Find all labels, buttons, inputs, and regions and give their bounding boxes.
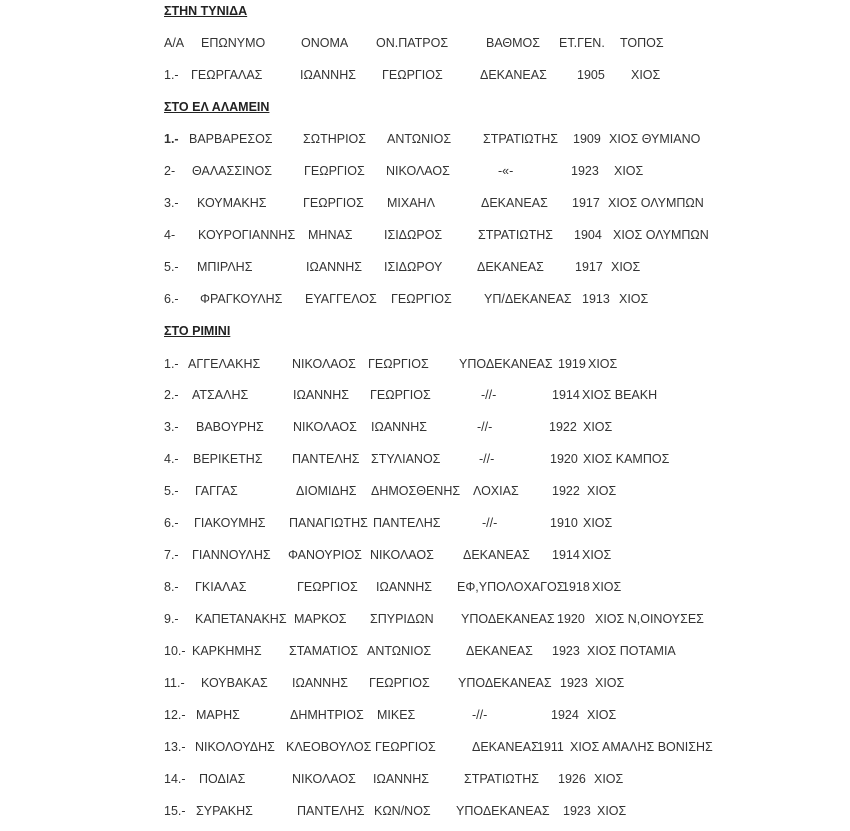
row-place: ΧΙΟΣ [594, 772, 624, 786]
row-name: ΙΩΑΝΝΗΣ [300, 68, 356, 82]
row-number: 8.- [164, 580, 179, 594]
row-number: 9.- [164, 612, 179, 626]
row-name: ΙΩΑΝΝΗΣ [306, 260, 362, 274]
row-name: ΔΙΟΜΙΔΗΣ [296, 484, 357, 498]
row-surname: ΓΕΩΡΓΑΛΑΣ [191, 68, 263, 82]
section-heading: ΣΤΟ ΡΙΜΙΝΙ [164, 324, 231, 338]
row-birth-year: 1905 [577, 68, 605, 82]
row-name: ΝΙΚΟΛΑΟΣ [292, 772, 356, 786]
row-rank: ΔΕΚΑΝΕΑΣ [477, 260, 544, 274]
row-name: ΔΗΜΗΤΡΙΟΣ [290, 708, 364, 722]
row-father-name: ΚΩΝ/ΝΟΣ [374, 804, 431, 818]
row-number: 6.- [164, 292, 179, 306]
row-place: ΧΙΟΣ [583, 516, 613, 530]
row-name: ΝΙΚΟΛΑΟΣ [292, 357, 356, 371]
row-name: ΠΑΝΑΓΙΩΤΗΣ [289, 516, 368, 530]
row-surname: ΒΑΒΟΥΡΗΣ [196, 420, 264, 434]
section-heading-tunisia [0, 2, 850, 20]
row-rank: -//- [481, 388, 497, 402]
row-father-name: ΜΙΧΑΗΛ [387, 196, 435, 210]
section-heading-rimini [0, 322, 850, 340]
row-rank: -//- [472, 708, 488, 722]
row-rank: ΥΠ/ΔΕΚΑΝΕΑΣ [484, 292, 572, 306]
header-aa: Α/Α [164, 36, 185, 50]
row-place: ΧΙΟΣ ΠΟΤΑΜΙΑ [587, 644, 676, 658]
row-place: ΧΙΟΣ ΑΜΑΛΗΣ ΒΟΝΙΣΗΣ [570, 740, 713, 754]
table-row [0, 130, 850, 148]
column-header-row [0, 34, 850, 52]
row-rank: ΥΠΟΔΕΚΑΝΕΑΣ [458, 676, 552, 690]
table-row [0, 162, 850, 180]
row-rank: ΔΕΚΑΝΕΑΣ [481, 196, 548, 210]
row-father-name: ΓΕΩΡΓΙΟΣ [375, 740, 436, 754]
table-row [0, 450, 850, 468]
row-place: ΧΙΟΣ [619, 292, 649, 306]
table-row [0, 578, 850, 596]
row-birth-year: 1917 [572, 196, 600, 210]
row-rank: ΣΤΡΑΤΙΩΤΗΣ [483, 132, 559, 146]
row-place: ΧΙΟΣ ΒΕΑΚΗ [582, 388, 658, 402]
row-father-name: ΠΑΝΤΕΛΗΣ [373, 516, 441, 530]
row-name: ΠΑΝΤΕΛΗΣ [297, 804, 365, 818]
row-surname: ΑΤΣΑΛΗΣ [192, 388, 249, 402]
row-number: 12.- [164, 708, 186, 722]
row-surname: ΚΑΠΕΤΑΝΑΚΗΣ [195, 612, 287, 626]
row-place: ΧΙΟΣ [583, 420, 613, 434]
row-name: ΓΕΩΡΓΙΟΣ [303, 196, 364, 210]
row-surname: ΝΙΚΟΛΟΥΔΗΣ [195, 740, 275, 754]
row-father-name: ΜΙΚΕΣ [377, 708, 416, 722]
header-surname: ΕΠΩΝΥΜΟ [201, 36, 266, 50]
row-surname: ΘΑΛΑΣΣΙΝΟΣ [192, 164, 272, 178]
section-heading-el-alamein [0, 98, 850, 116]
row-surname: ΚΟΥΡΟΓΙΑΝΝΗΣ [198, 228, 296, 242]
row-number: 5.- [164, 484, 179, 498]
row-birth-year: 1922 [549, 420, 577, 434]
row-number: 7.- [164, 548, 179, 562]
row-surname: ΒΑΡΒΑΡΕΣΟΣ [189, 132, 273, 146]
row-name: ΦΑΝΟΥΡΙΟΣ [288, 548, 362, 562]
row-birth-year: 1914 [552, 388, 580, 402]
row-rank: ΥΠΟΔΕΚΑΝΕΑΣ [461, 612, 555, 626]
row-number: 5.- [164, 260, 179, 274]
row-number: 4- [164, 228, 176, 242]
row-surname: ΣΥΡΑΚΗΣ [196, 804, 253, 818]
section-heading: ΣΤΟ ΕΛ ΑΛΑΜΕΙΝ [164, 100, 270, 114]
row-place: ΧΙΟΣ [614, 164, 644, 178]
table-row [0, 802, 850, 820]
row-rank: ΔΕΚΑΝΕΑΣ [463, 548, 530, 562]
row-name: ΙΩΑΝΝΗΣ [293, 388, 349, 402]
row-name: ΠΑΝΤΕΛΗΣ [292, 452, 360, 466]
row-father-name: ΣΠΥΡΙΔΩΝ [370, 612, 434, 626]
row-surname: ΜΑΡΗΣ [196, 708, 240, 722]
table-row [0, 514, 850, 532]
header-name: ΟΝΟΜΑ [301, 36, 349, 50]
table-row [0, 610, 850, 628]
table-row [0, 258, 850, 276]
row-name: ΚΛΕΟΒΟΥΛΟΣ [286, 740, 372, 754]
row-place: ΧΙΟΣ [597, 804, 627, 818]
row-rank: -//- [482, 516, 498, 530]
row-place: ΧΙΟΣ ΚΑΜΠΟΣ [583, 452, 670, 466]
row-father-name: ΓΕΩΡΓΙΟΣ [369, 676, 430, 690]
row-birth-year: 1923 [571, 164, 599, 178]
row-birth-year: 1911 [537, 740, 564, 754]
row-birth-year: 1926 [558, 772, 586, 786]
row-rank: ΣΤΡΑΤΙΩΤΗΣ [464, 772, 540, 786]
table-row [0, 642, 850, 660]
row-number: 2.- [164, 388, 179, 402]
row-rank: -//- [477, 420, 493, 434]
header-father-name: ΟΝ.ΠΑΤΡΟΣ [376, 36, 449, 50]
row-rank: -«- [498, 164, 514, 178]
row-place: ΧΙΟΣ [587, 484, 617, 498]
row-birth-year: 1918 [562, 580, 590, 594]
row-name: ΜΑΡΚΟΣ [294, 612, 347, 626]
row-surname: ΚΑΡΚΗΜΗΣ [192, 644, 262, 658]
row-father-name: ΝΙΚΟΛΑΟΣ [386, 164, 450, 178]
header-rank: ΒΑΘΜΟΣ [486, 36, 540, 50]
row-number: 4.- [164, 452, 179, 466]
row-rank: ΥΠΟΔΕΚΑΝΕΑΣ [459, 357, 553, 371]
row-birth-year: 1909 [573, 132, 601, 146]
row-number: 3.- [164, 196, 179, 210]
row-surname: ΚΟΥΜΑΚΗΣ [197, 196, 267, 210]
row-father-name: ΣΤΥΛΙΑΝΟΣ [371, 452, 441, 466]
table-row [0, 770, 850, 788]
row-surname: ΚΟΥΒΑΚΑΣ [201, 676, 268, 690]
row-father-name: ΓΕΩΡΓΙΟΣ [391, 292, 452, 306]
row-father-name: ΙΩΑΝΝΗΣ [373, 772, 429, 786]
row-rank: ΕΦ,ΥΠΟΛΟΧΑΓΟΣ [457, 580, 565, 594]
row-father-name: ΓΕΩΡΓΙΟΣ [382, 68, 443, 82]
table-row [0, 386, 850, 404]
row-father-name: ΑΝΤΩΝΙΟΣ [387, 132, 452, 146]
row-father-name: ΑΝΤΩΝΙΟΣ [367, 644, 432, 658]
row-surname: ΓΚΙΑΛΑΣ [195, 580, 247, 594]
row-father-name: ΓΕΩΡΓΙΟΣ [370, 388, 431, 402]
row-father-name: ΔΗΜΟΣΘΕΝΗΣ [371, 484, 461, 498]
row-place: ΧΙΟΣ Ν,ΟΙΝΟΥΣΕΣ [595, 612, 704, 626]
row-number: 11.- [164, 676, 185, 690]
row-place: ΧΙΟΣ [631, 68, 661, 82]
row-place: ΧΙΟΣ [595, 676, 625, 690]
row-number: 6.- [164, 516, 179, 530]
table-row [0, 674, 850, 692]
row-father-name: ΝΙΚΟΛΑΟΣ [370, 548, 434, 562]
row-birth-year: 1920 [550, 452, 578, 466]
row-birth-year: 1919 [558, 357, 586, 371]
row-place: ΧΙΟΣ [611, 260, 641, 274]
row-place: ΧΙΟΣ ΘΥΜΙΑΝΟ [609, 132, 701, 146]
section-heading: ΣΤΗΝ ΤΥΝΙΔΑ [164, 4, 248, 18]
table-row [0, 194, 850, 212]
header-birth-year: ΕΤ.ΓΕΝ. [559, 36, 605, 50]
row-name: ΜΗΝΑΣ [308, 228, 353, 242]
row-father-name: ΙΩΑΝΝΗΣ [371, 420, 427, 434]
row-rank: ΥΠΟΔΕΚΑΝΕΑΣ [456, 804, 550, 818]
row-father-name: ΓΕΩΡΓΙΟΣ [368, 357, 429, 371]
row-birth-year: 1913 [582, 292, 610, 306]
row-name: ΙΩΑΝΝΗΣ [292, 676, 348, 690]
row-place: ΧΙΟΣ [587, 708, 617, 722]
row-place: ΧΙΟΣ [588, 357, 618, 371]
table-row [0, 355, 850, 373]
table-row [0, 546, 850, 564]
row-birth-year: 1924 [551, 708, 579, 722]
row-birth-year: 1904 [574, 228, 602, 242]
row-surname: ΦΡΑΓΚΟΥΛΗΣ [200, 292, 283, 306]
row-surname: ΒΕΡΙΚΕΤΗΣ [193, 452, 263, 466]
row-surname: ΠΟΔΙΑΣ [199, 772, 246, 786]
row-rank: ΔΕΚΑΝΕΑΣ [472, 740, 539, 754]
row-name: ΓΕΩΡΓΙΟΣ [297, 580, 358, 594]
row-surname: ΓΙΑΚΟΥΜΗΣ [194, 516, 266, 530]
row-number: 1.- [164, 68, 179, 82]
row-father-name: ΙΩΑΝΝΗΣ [376, 580, 432, 594]
row-place: ΧΙΟΣ [582, 548, 612, 562]
row-number: 15.- [164, 804, 186, 818]
row-number: 2- [164, 164, 176, 178]
row-birth-year: 1923 [560, 676, 588, 690]
row-place: ΧΙΟΣ [592, 580, 622, 594]
row-rank: -//- [479, 452, 495, 466]
row-number: 13.- [164, 740, 186, 754]
row-birth-year: 1910 [550, 516, 578, 530]
table-row [0, 706, 850, 724]
row-number: 14.- [164, 772, 186, 786]
row-place: ΧΙΟΣ ΟΛΥΜΠΩΝ [608, 196, 704, 210]
table-row [0, 418, 850, 436]
row-surname: ΓΑΓΓΑΣ [195, 484, 238, 498]
row-name: ΝΙΚΟΛΑΟΣ [293, 420, 357, 434]
row-birth-year: 1922 [552, 484, 580, 498]
row-rank: ΔΕΚΑΝΕΑΣ [480, 68, 547, 82]
row-birth-year: 1914 [552, 548, 580, 562]
row-name: ΣΩΤΗΡΙΟΣ [303, 132, 366, 146]
row-number: 1.- [164, 357, 179, 371]
row-number: 1.- [164, 132, 179, 146]
row-name: ΕΥΑΓΓΕΛΟΣ [305, 292, 377, 306]
row-name: ΣΤΑΜΑΤΙΟΣ [289, 644, 359, 658]
row-number: 3.- [164, 420, 179, 434]
row-birth-year: 1923 [552, 644, 580, 658]
table-row [0, 290, 850, 308]
row-birth-year: 1920 [557, 612, 585, 626]
row-number: 10.- [164, 644, 186, 658]
table-row [0, 66, 850, 84]
header-place: ΤΟΠΟΣ [620, 36, 664, 50]
row-birth-year: 1917 [575, 260, 603, 274]
table-row [0, 738, 850, 756]
row-name: ΓΕΩΡΓΙΟΣ [304, 164, 365, 178]
row-rank: ΛΟΧΙΑΣ [473, 484, 519, 498]
row-rank: ΣΤΡΑΤΙΩΤΗΣ [478, 228, 554, 242]
row-birth-year: 1923 [563, 804, 591, 818]
row-place: ΧΙΟΣ ΟΛΥΜΠΩΝ [613, 228, 709, 242]
row-father-name: ΙΣΙΔΩΡΟΥ [384, 260, 443, 274]
row-surname: ΓΙΑΝΝΟΥΛΗΣ [192, 548, 271, 562]
row-surname: ΑΓΓΕΛΑΚΗΣ [188, 357, 261, 371]
row-surname: ΜΠΙΡΛΗΣ [197, 260, 253, 274]
row-rank: ΔΕΚΑΝΕΑΣ [466, 644, 533, 658]
table-row [0, 482, 850, 500]
row-father-name: ΙΣΙΔΩΡΟΣ [384, 228, 443, 242]
table-row [0, 226, 850, 244]
